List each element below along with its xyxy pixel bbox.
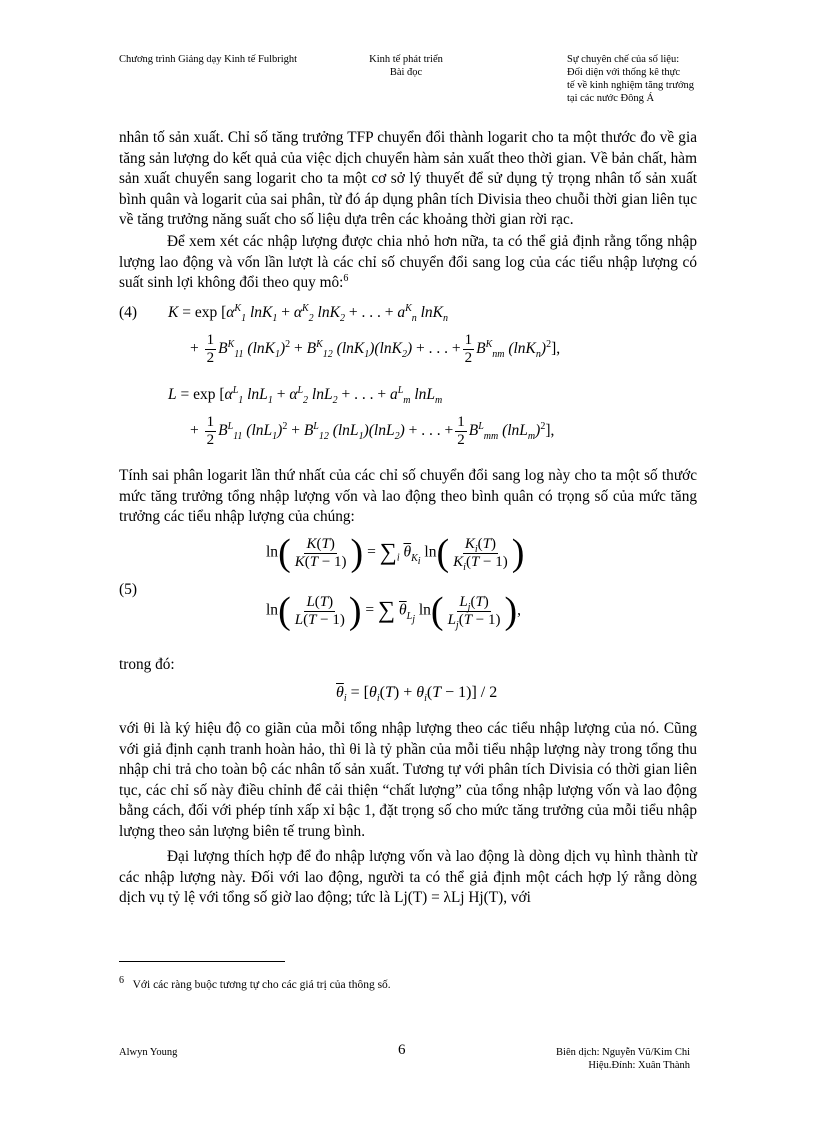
paragraph-3: Tính sai phân logarit lần thứ nhất của các chỉ số chuyển đổi sang log này cho ta một số thước mức tăng trưởng tổng nhập lượng vốn và lao động theo bình quân có trọng số của mức tăng trưởng các tiểu nhập lượng của chúng: — [119, 467, 697, 525]
paragraph-2-text: Để xem xét các nhập lượng được chia nhỏ hơn nữa, ta có thể giả định rằng tổng nhập lượng lao động và vốn lần lượt là các chỉ số chuyển đổi sang log của các tiểu nhập lượng có suất sinh lợi không đổi theo quy mô: — [119, 233, 697, 291]
footnote-text: Với các ràng buộc tương tự cho các giá trị của thông số. — [132, 979, 391, 991]
equation-4-K-line2: + $\frac{1}{2}$ $B^K_{11}$ $(\ln K_1)^2 + B^K_{12}$ (lnK$_1$)(lnK$_2$) + . . . + $\frac{1}{2}$ $B^K_{nm}$ $(\ln K_n)^2$], — [190, 332, 561, 366]
footnote-ref: 6 — [343, 272, 349, 284]
paragraph-2 — [119, 232, 697, 294]
equation-theta: $\overline{\theta}_i = [\theta_i(T) + \theta_i(T - 1)] / 2$ — [336, 684, 498, 705]
header-right-line2: Đối diện với thống kê thực — [567, 67, 681, 78]
header-right — [567, 53, 694, 105]
paragraph-5: với θi là ký hiệu độ co giãn của mỗi tổng nhập lượng theo các tiểu nhập lượng của nó. Cũng với giả định cạnh tranh hoàn hảo, thì θi là tỷ phần của mỗi tiểu nhập lượng này trong tổng thu nhập chi trả cho toàn bộ các nhân tố sản xuất. Tương tự với phân tích Divisia có thời gian liên tục, các chỉ số này điều chỉnh để cải thiện “chất lượng” của tổng nhập lượng vốn và lao động bằng cách, đối với phép tính xấp xỉ bậc 1, đặt trọng số cho mức tăng trưởng của mỗi tiểu nhập lượng theo sản lượng biên tế trung bình. — [119, 720, 697, 840]
header-center-line2: Bài đọc — [389, 67, 423, 78]
header-right-line1: Sự chuyên chế của số liệu: — [567, 54, 680, 65]
page-number: 6 — [398, 1042, 406, 1058]
equation-4-L-line2: + $\frac{1}{2}$ $B^L_{11}$ $(\ln L_1)^2 + B^L_{12}$ (lnL$_1$)(lnL$_2$) + . . . + $\frac{1}{2}$ $B^L_{mm}$ $(\ln L_m)^2$], — [190, 414, 555, 448]
equation-5b: ln( $\frac{L(T)}{L(T - 1)}$ ) = ∑ $\overline{\theta}_{L_j}$ ln( $\frac{L_j(T)}{L_j(T - 1)}$ ), — [266, 590, 522, 632]
equation-5a: ln( $\frac{K(T)}{K(T - 1)}$ ) = $\sum_i$ $\overline{\theta}_{K_i}$ ln( $\frac{K_i(T)}{K_i(T - 1)}$ ) — [266, 532, 525, 574]
equation-4-K-line1: $K = \exp [\alpha^K_1$ $\ln K_1 + \alpha^K_2$ lnK$_2$ + . . . + $a^K_n$ lnK$_n$ — [168, 302, 449, 325]
footnote — [119, 975, 697, 992]
footer-editor: Hiệu.Đính: Xuân Thành — [588, 1060, 690, 1071]
equation-4-L-line1: $L = \exp [\alpha^L_1$ $\ln L_1 + \alpha^L_2$ lnL$_2$ + . . . + $a^L_m$ lnL$_m$ — [168, 384, 443, 407]
header-center — [356, 53, 456, 79]
footer-credits — [540, 1046, 690, 1072]
footer-translator: Biên dịch: Nguyễn Vũ/Kim Chi — [556, 1047, 690, 1058]
header-right-line4: tại các nước Đông Á — [567, 93, 655, 104]
footer-author: Alwyn Young — [119, 1047, 178, 1058]
paragraph-4: trong đó: — [119, 656, 175, 673]
footnote-rule — [119, 961, 285, 962]
header-center-line1: Kinh tế phát triển — [369, 54, 443, 65]
paragraph-1: nhân tố sản xuất. Chỉ số tăng trưởng TFP chuyển đổi thành logarit cho ta một thước đo về gia tăng sản lượng do kết quả của việc dịch chuyển hàm sản xuất theo thời gian. Về bản chất, hàm sản xuất chuyển sang logarit cho ta một cơ sở lý thuyết để sử dụng tỷ trọng nhân tố sản xuất bình quân và logarit của sai phân, từ đó áp dụng phân tích Divisia theo chuỗi thời gian liên tục về tăng trưởng năng suất cho số liệu dựa trên các khoảng thời gian rời rạc. — [119, 129, 697, 228]
footnote-mark: 6 — [119, 975, 124, 987]
paragraph-6: Đại lượng thích hợp để đo nhập lượng vốn và lao động là dòng dịch vụ hình thành từ các nhập lượng này. Đối với lao động, người ta có thể giả định một cách hợp lý rằng dòng dịch vụ tỷ lệ với tổng số giờ lao động; tức là Lj(T) = λLj Hj(T), với — [119, 848, 697, 906]
equation-4-number: (4) — [119, 304, 138, 321]
equation-5-number: (5) — [119, 581, 138, 598]
header-left: Chương trình Giảng dạy Kinh tế Fulbright — [119, 54, 298, 65]
header-right-line3: tế về kinh nghiệm tăng trưởng — [567, 80, 695, 91]
